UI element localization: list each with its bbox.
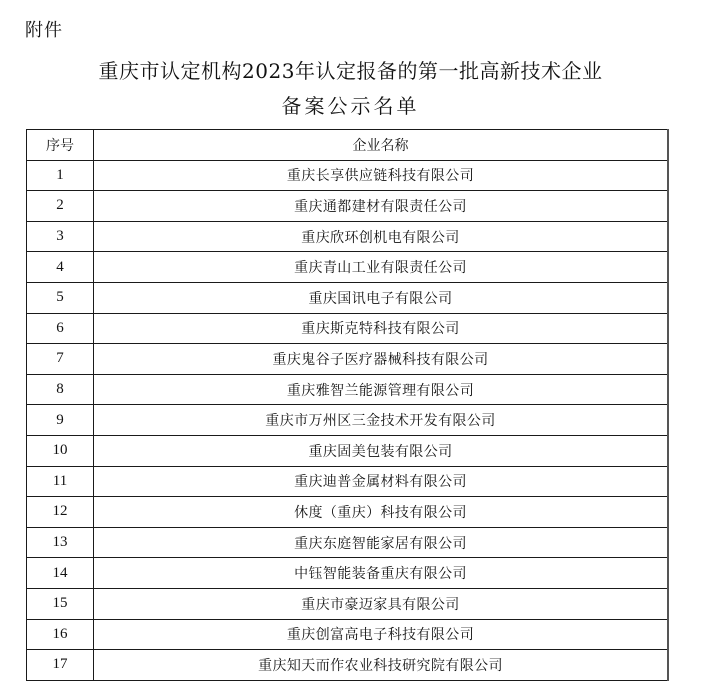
row-number: 4 [27, 252, 94, 283]
row-number: 14 [27, 558, 94, 589]
table-row [27, 527, 669, 558]
table-header-row [27, 130, 669, 161]
company-name: 重庆迪普金属材料有限公司 [94, 466, 669, 497]
company-name: 重庆欣环创机电有限公司 [94, 221, 669, 252]
company-name: 重庆雅智兰能源管理有限公司 [94, 374, 669, 405]
company-name: 中钰智能装备重庆有限公司 [94, 558, 669, 589]
company-name: 休度（重庆）科技有限公司 [94, 497, 669, 528]
company-name: 重庆固美包装有限公司 [94, 435, 669, 466]
table-row [27, 313, 669, 344]
company-name: 重庆通都建材有限责任公司 [94, 191, 669, 222]
company-name: 重庆青山工业有限责任公司 [94, 252, 669, 283]
row-number: 11 [27, 466, 94, 497]
table-row [27, 619, 669, 650]
company-name: 重庆国讯电子有限公司 [94, 282, 669, 313]
row-number: 2 [27, 191, 94, 222]
table-row [27, 191, 669, 222]
company-name: 重庆知天而作农业科技研究院有限公司 [94, 650, 669, 681]
table-row [27, 344, 669, 375]
table-row [27, 405, 669, 436]
company-name: 重庆东庭智能家居有限公司 [94, 527, 669, 558]
table-row [27, 650, 669, 681]
table-row [27, 558, 669, 589]
table-row [27, 497, 669, 528]
company-roster-table [26, 129, 669, 681]
header-company-name: 企业名称 [94, 130, 669, 161]
row-number: 3 [27, 221, 94, 252]
company-name: 重庆市豪迈家具有限公司 [94, 588, 669, 619]
row-number: 13 [27, 527, 94, 558]
table-row [27, 466, 669, 497]
row-number: 5 [27, 282, 94, 313]
attachment-label: 附件 [25, 20, 63, 41]
row-number: 1 [27, 160, 94, 191]
row-number: 16 [27, 619, 94, 650]
table-row [27, 435, 669, 466]
company-name: 重庆长享供应链科技有限公司 [94, 160, 669, 191]
row-number: 7 [27, 344, 94, 375]
row-number: 10 [27, 435, 94, 466]
company-name: 重庆创富高电子科技有限公司 [94, 619, 669, 650]
table-row [27, 221, 669, 252]
table-row [27, 282, 669, 313]
table-row [27, 160, 669, 191]
row-number: 12 [27, 497, 94, 528]
row-number: 6 [27, 313, 94, 344]
table-row [27, 588, 669, 619]
row-number: 8 [27, 374, 94, 405]
document-title: 重庆市认定机构2023年认定报备的第一批高新技术企业 [98, 59, 603, 83]
table-row [27, 252, 669, 283]
company-name: 重庆斯克特科技有限公司 [94, 313, 669, 344]
row-number: 15 [27, 588, 94, 619]
company-name: 重庆鬼谷子医疗器械科技有限公司 [94, 344, 669, 375]
row-number: 9 [27, 405, 94, 436]
table-row [27, 374, 669, 405]
header-serial-number: 序号 [27, 130, 94, 161]
company-name: 重庆市万州区三金技术开发有限公司 [94, 405, 669, 436]
document-subtitle: 备案公示名单 [281, 94, 420, 118]
row-number: 17 [27, 650, 94, 681]
